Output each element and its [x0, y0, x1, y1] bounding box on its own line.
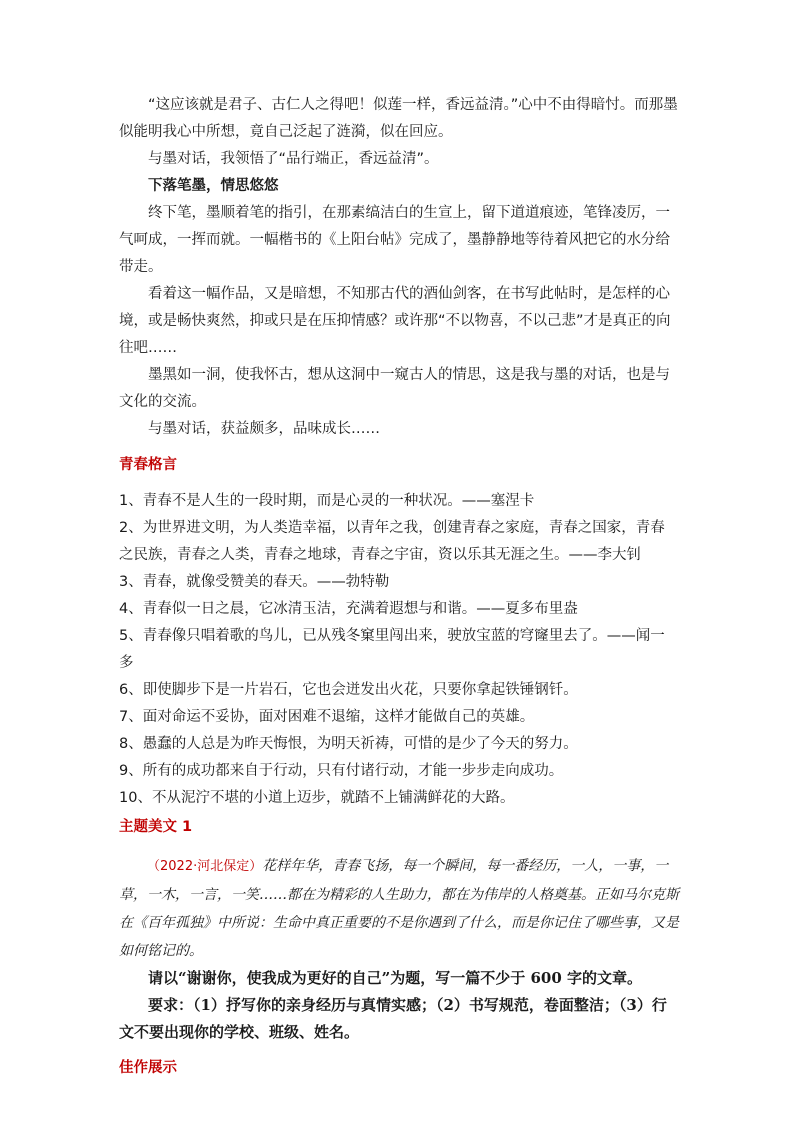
article-paragraph-4: 看着这一幅作品，又是暗想，不知那古代的酒仙剑客，在书写此帖时，是怎样的心境，或是畅快爽然，抑或只是在压抑情感？或许那“不以物喜，不以己悲”才是真正的向往吧…… — [119, 286, 671, 356]
article-paragraph-6: 与墨对话，获益颇多，品味成长…… — [148, 421, 380, 437]
article-paragraph-2: 与墨对话，我领悟了“品行端正，香远益清”。 — [148, 151, 439, 167]
essay-task: 请以“谢谢你，使我成为更好的自己”为题，写一篇不少于 600 字的文章。 — [148, 969, 643, 987]
essay-prompt — [119, 852, 679, 965]
list-item: 1、青春不是人生的一段时期，而是心灵的一种状况。——塞涅卡 — [119, 493, 535, 509]
list-item: 8、愚蠢的人总是为昨天悔恨，为明天祈祷，可惜的是少了今天的努力。 — [119, 736, 578, 752]
list-item: 4、青春似一日之晨，它冰清玉洁，充满着遐想与和谐。——夏多布里盎 — [119, 601, 578, 617]
list-item: 2、为世界进文明，为人类造幸福，以青年之我，创建青春之家庭，青春之国家，青春之民族，青春之人类，青春之地球，青春之宇宙，资以乐其无涯之生。——李大钊 — [119, 520, 665, 563]
list-item: 6、即使脚步下是一片岩石，它也会迸发出火花，只要你拿起铁锤钢钎。 — [119, 682, 578, 698]
list-item: 3、青春，就像受赞美的春天。——勃特勒 — [119, 574, 390, 590]
essay-source: （2022·河北保定） — [147, 859, 263, 874]
list-item: 9、所有的成功都来自于行动，只有付诸行动，才能一步步走向成功。 — [119, 763, 564, 779]
list-item: 7、面对命运不妥协，面对困难不退缩，这样才能做自己的英雄。 — [119, 709, 535, 725]
list-item: 5、青春像只唱着歌的鸟儿，已从残冬窠里闯出来，驶放宝蓝的穹窿里去了。——闻一多 — [119, 628, 665, 671]
quotes-list — [119, 488, 679, 812]
article-paragraph-1: “这应该就是君子、古仁人之得吧！似莲一样，香远益清。”心中不由得暗忖。而那墨似能明我心中所想，竟自己泛起了涟漪，似在回应。 — [119, 97, 678, 140]
document-content — [119, 92, 679, 1082]
showcase-title: 佳作展示 — [119, 1060, 177, 1076]
essay-prompt-text: 花样年华，青春飞扬，每一个瞬间，每一番经历，一人，一事，一草，一木，一言，一笑……都在为精彩的人生助力，都在为伟岸的人格奠基。正如马尔克斯在《百年孤独》中所说：生命中真正重要的不是你遇到了什么，而是你记住了哪些事，又是如何铭记的。 — [119, 858, 679, 959]
article-paragraph-5: 墨黑如一洞，使我怀古，想从这洞中一窥古人的情思，这是我与墨的对话，也是与文化的交流。 — [119, 367, 670, 410]
article-paragraph-3: 终下笔，墨顺着笔的指引，在那素缟洁白的生宣上，留下道道痕迹，笔锋凌厉，一气呵成，一挥而就。一幅楷书的《上阳台帖》完成了，墨静静地等待着风把它的水分给带走。 — [119, 205, 670, 275]
quotes-section-title: 青春格言 — [119, 457, 177, 473]
theme-essay-title: 主题美文 1 — [119, 819, 193, 835]
list-item: 10、不从泥泞不堪的小道上迈步，就踏不上铺满鲜花的大路。 — [119, 790, 515, 806]
essay-requirements: 要求：（1）抒写你的亲身经历与真情实感；（2）书写规范，卷面整洁；（3）行文不要出现你的学校、班级、姓名。 — [119, 996, 667, 1041]
article-section-title: 下落笔墨，情思悠悠 — [148, 178, 279, 194]
